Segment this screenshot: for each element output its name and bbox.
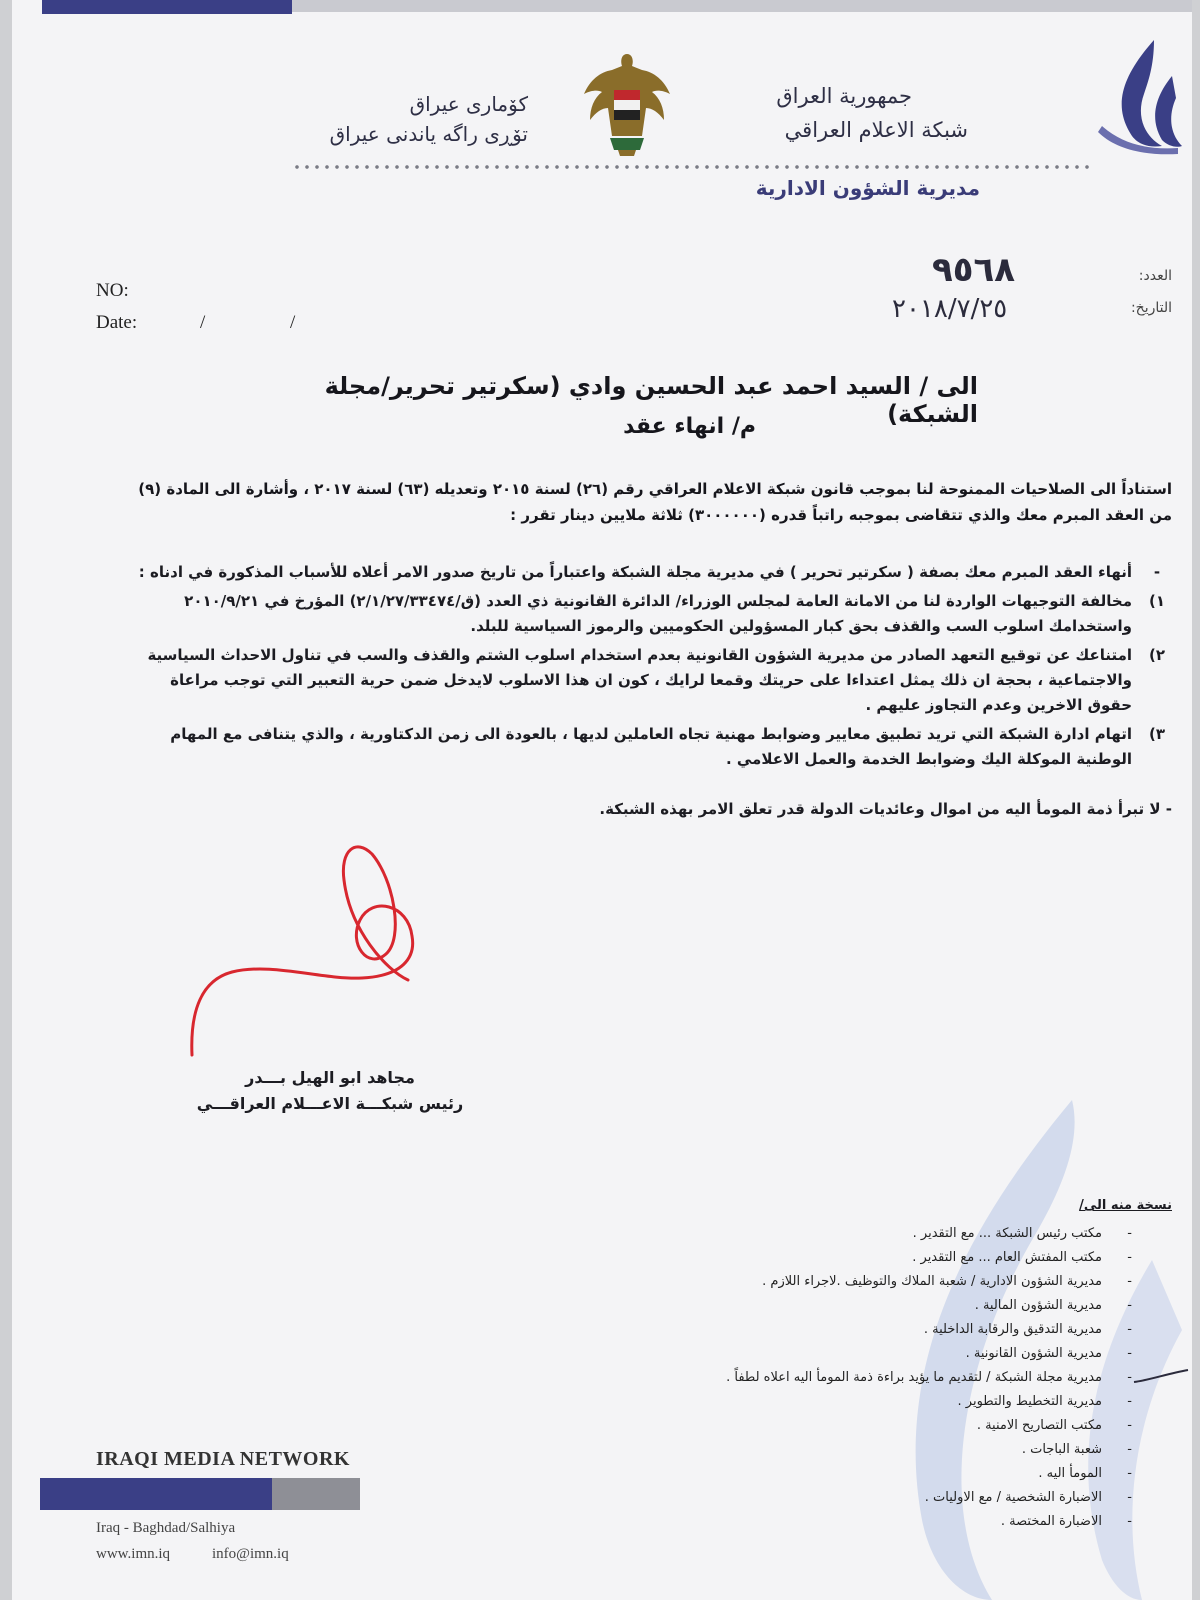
no-label: NO: xyxy=(96,280,129,301)
intro-paragraph: استناداً الى الصلاحيات الممنوحة لنا بموجب قانون شبكة الاعلام العراقي رقم (٢٦) لسنة ٢٠١٥ وتعديله (٦٣) لسنة ٢٠١٧ ، وأشارة الى المادة (٩) من العقد المبرم معك والذي تتقاضى بموجبه راتباً قدره (٣٠٠٠٠٠٠) ثلاثة ملايين دينار تقرر : xyxy=(138,480,1172,524)
list-item: - مكتب رئيس الشبكة ... مع التقدير . xyxy=(912,1226,1132,1241)
list-item: - مديرية التخطيط والتطوير . xyxy=(957,1394,1132,1409)
list-item xyxy=(122,643,1172,718)
footer-blue-bar xyxy=(40,1478,272,1510)
handwritten-tick-mark xyxy=(1132,1368,1192,1388)
handwritten-signature xyxy=(172,840,452,1080)
list-item xyxy=(122,560,1172,585)
signatory-title: رئيس شبكـــة الاعـــلام العراقـــي xyxy=(196,1094,464,1113)
list-item: - الاضبارة المختصة . xyxy=(1000,1514,1132,1529)
list-item: - مديرية الشؤون القانونية . xyxy=(965,1346,1132,1361)
top-blue-bar xyxy=(42,0,292,14)
item-marker: ٢) xyxy=(1148,646,1165,664)
header-network-ku: تۆڕی راگه یاندنی عیراق xyxy=(329,122,528,146)
top-gray-bar xyxy=(292,0,1192,12)
directorate-title: مديرية الشؤون الادارية xyxy=(755,176,980,200)
item-text: اتهام ادارة الشبكة التي تريد تطبيق معايير وضوابط مهنية تجاه العاملين لديها ، بالعودة الى زمن الدكتاورية ، والذي يتنافى مع المهام الوطنية الموكلة اليك وضوابط الخدمة والعمل الاعلامي . xyxy=(170,725,1132,768)
footer-address: Iraq - Baghdad/Salhiya xyxy=(96,1520,236,1536)
footer-gray-bar xyxy=(272,1478,360,1510)
date-label: Date: xyxy=(96,312,138,333)
subject-line: م/ انهاء عقد xyxy=(623,414,756,439)
handwritten-number: ٩٥٦٨ xyxy=(932,250,1016,290)
list-item: - المومأ اليه . xyxy=(1038,1466,1132,1481)
imn-swoosh-logo-icon xyxy=(1092,36,1182,156)
decision-items xyxy=(122,560,1172,776)
list-item: - مديرية الشؤون المالية . xyxy=(974,1298,1132,1313)
footer-email: info@imn.iq xyxy=(212,1546,289,1562)
item-marker: - xyxy=(1153,563,1161,581)
list-item: - الاضبارة الشخصية / مع الاوليات . xyxy=(924,1490,1132,1505)
list-item: - مديرية مجلة الشبكة / لتقديم ما يؤيد براءة ذمة المومأ اليه اعلاه لطفاً . xyxy=(726,1370,1132,1385)
list-item: - مديرية التدقيق والرقابة الداخلية . xyxy=(923,1322,1132,1337)
list-item: - مكتب التصاريح الامنية . xyxy=(976,1418,1132,1433)
handwritten-date: ٢٠١٨/٧/٢٥ xyxy=(892,294,1008,324)
signatory-name: مجاهد ابو الهيل بـــدر xyxy=(245,1068,415,1087)
list-item xyxy=(122,589,1172,639)
header-country-ar: جمهورية العراق xyxy=(776,84,912,108)
addressee-line: الى / السيد احمد عبد الحسين وادي (سكرتير تحرير/مجلة الشبكة) xyxy=(324,372,978,428)
list-item: - شعبة الباجات . xyxy=(1021,1442,1132,1457)
footer-website: www.imn.iq xyxy=(96,1546,171,1562)
list-item: - مكتب المفتش العام ... مع التقدير . xyxy=(912,1250,1132,1265)
header-dotted-divider xyxy=(292,164,1092,170)
header-country-ku: كۆماری عیراق xyxy=(409,92,528,116)
item-text: مخالفة التوجيهات الواردة لنا من الامانة العامة لمجلس الوزراء/ الدائرة القانونية ذي العدد (ق/٢/١/٢٧/٣٣٤٧٤) المؤرخ في ٢٠١٠/٩/٢١ واستخدامك اسلوب السب والقذف بحق كبار المسؤولين الحكوميين والرموز السياسية للبلد. xyxy=(184,592,1132,635)
header-network-ar: شبكة الاعلام العراقي xyxy=(784,118,968,142)
cc-list xyxy=(632,1222,1132,1534)
item-marker: ٣) xyxy=(1148,725,1165,743)
list-item xyxy=(122,722,1172,772)
item-text: امتناعك عن توقيع التعهد الصادر من مديرية الشؤون القانونية بعدم استخدام اسلوب الشتم والقذف والسب في تناول الاحداث السياسية والاجتماعية ، بحجة ان ذلك يمثل اعتداءا على حريتك وقمعا لرايك ، كون ان هذا الاسلوب لايدخل ضمن حرية التعبير التي توجب مراعاة حقوق الاخرين وعدم التجاوز عليهم . xyxy=(147,646,1132,714)
closing-note: - لا تبرأ ذمة المومأ اليه من اموال وعائديات الدولة قدر تعلق الامر بهذه الشبكة. xyxy=(599,800,1172,818)
cc-title: نسخة منه الى/ xyxy=(1079,1198,1172,1213)
letter-page xyxy=(12,0,1192,1600)
footer-brand: IRAQI MEDIA NETWORK xyxy=(96,1448,350,1470)
iraq-eagle-emblem-icon xyxy=(582,50,672,160)
date-label-ar: التاريخ: xyxy=(1130,300,1172,316)
date-placeholder: / / xyxy=(200,312,336,333)
number-label-ar: العدد: xyxy=(1138,268,1172,284)
item-text: أنهاء العقد المبرم معك بصفة ( سكرتير تحرير ) في مديرية مجلة الشبكة واعتباراً من تاريخ صدور الامر أعلاه للأسباب المذكورة في ادناه : xyxy=(138,563,1132,581)
list-item: - مديرية الشؤون الادارية / شعبة الملاك والتوظيف .لاجراء اللازم . xyxy=(762,1274,1132,1289)
item-marker: ١) xyxy=(1148,592,1165,610)
